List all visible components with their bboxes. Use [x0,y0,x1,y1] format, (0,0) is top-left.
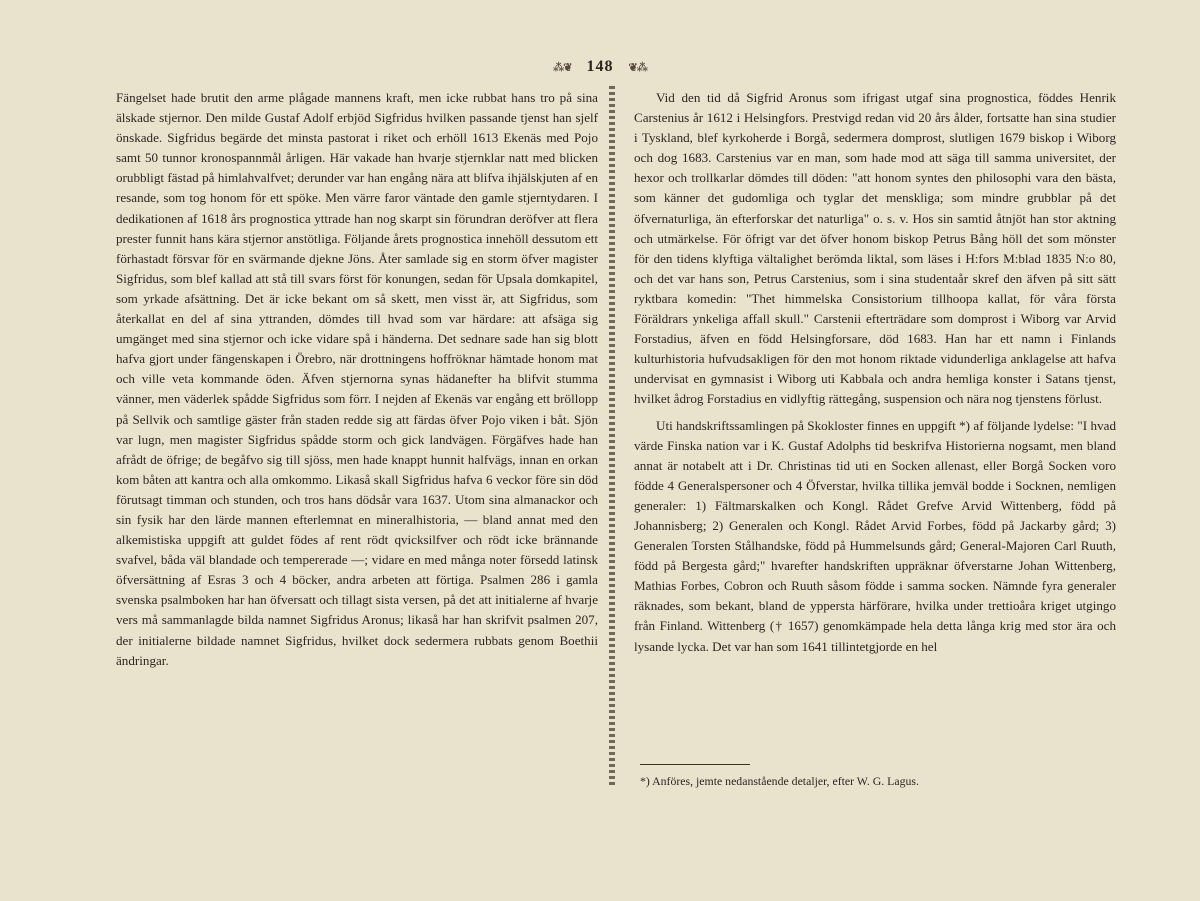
page-number: 148 [586,58,614,75]
column-divider [609,86,615,786]
right-column [634,88,1116,657]
ornament-right: ❦⁂ [628,62,647,74]
footnote: *) Anföres, jemte nedanstående detaljer, efter W. G. Lagus. [640,774,919,788]
left-column [116,88,598,671]
page-header [0,58,1200,76]
paragraph: Vid den tid då Sigfrid Aronus som ifrigast utgaf sina prognostica, föddes Henrik Carstenius år 1612 i Helsingfors. Prestvigd redan vid 20 års ålder, fortsatte han sina studier i Tyskland, blef kyrkoherde i Borgå, sedermera domprost, slutligen 1679 biskop i Wiborg och dog 1683. Carstenius var en man, som hade mod att säga till samma universitet, der hexor och trollkarlar dömdes till döden: "att honom syntes den philosophi vara den bästa, som känner det gudomliga och tyglar det menskliga; som mindre grubblar på det öfvernaturliga, än efterforskar det naturliga" o. s. v. Hos sin samtid åtnjöt han stor aktning och utmärkelse. För öfrigt var det öfver honom biskop Petrus Bång höll det som mönster för den tidens klyftiga vältalighet berömda liktal, som läses i H:fors M:blad 1835 N:o 80, och det var hans son, Petrus Carstenius, som i sina studentaår skref den äfven på sitt sätt ryktbara komedin: "Thet himmelska Consistorium tillhoopa kallat, för våra första Föräldrars ynkeliga affall skull." Carstenii efterträdare som domprost i Wiborg var Arvid Forstadius, äfven en född Helsingforsare, död 1683. Han har ett namn i Finlands kulturhistoria hufvudsakligen för den mot honom riktade vidunderliga anklagelse att hafva undervisat en gymnasist i Wiborg uti Kabbala och andra hemliga konster i Satans tjenst, hvilket ådrog Forstadius en vidlyftig rättegång, suspension och nära nog tjenstens förlust. [634,90,1116,407]
footnote-rule [640,764,750,765]
paragraph: Fängelset hade brutit den arme plågade mannens kraft, men icke rubbat hans tro på sina älskade stjernor. Den milde Gustaf Adolf erbjöd Sigfridus hvilken passande tjenst han sjelf önskade. Sigfridus begärde det minsta pastorat i riket och erhöll 1613 Ekenäs med Pojo samt 50 tunnor kronospannmål årligen. Här vakade han hvarje stjernklar natt med blicken orubbligt fästad på himlahvalfvet; derunder var han engång nära att blifva ihjälskjuten af en resande, som tog honom för ett spöke. Men värre faror väntade den gamle stjerntydaren. I dedikationen af 1618 års prognostica yttrade han nog skarpt sin förundran deröfver att flera prester funnit hans kära stjernor anstötliga. Följande årets prognostica innehöll dessutom ett förhastadt försvar för en svärmande djekne Jöns. Åter samlade sig en storm öfver magister Sigfridus, som blef kallad att stå till svars först för konungen, sedan för Upsala domkapitel, som yrkade afsättning. Det är icke bekant om så skett, men visst är, att Sigfridus, som återkallat en del af sina yttranden, dömdes till hvad som var härdare: att afsäga sig umgänget med sina stjernor och icke vidare spå i händerna. Det sednare sade han sig blott hafva gjort under fängenskapen i Örebro, när drottningens hoffröknar hämtade honom mat och ville veta kommande öden. Äfven stjernorna synas hädanefter ha blifvit stumma vänner, men väderlek spådde Sigfridus som förr. I nejden af Ekenäs var engång ett bröllopp på Sellvik och samtlige gäster från staden redde sig att färdas öfver Pojo viken i båt. Sjön var lugn, men magister Sigfridus spådde storm och gick landvägen. Förgäfves hade han afrådt de öfrige; de begåfvo sig till sjöss, men hade knappt hunnit halfvägs, innan en orkan kom båten att kantra och alla omkommo. Likaså skall Sigfridus hafva 6 veckor före sin död förutsagt timman och stunden, och tros hans dödsår vara 1637. Utom sina almanackor och sin fysik har den lärde mannen efterlemnat en mineralhistoria, — bland annat med den alkemistiska uppgift att guldet födes af rent rödt qvicksilfver och rödt icke brännande svafvel, båda väl blandade och tempererade —; vidare en med många noter försedd latinsk öfversättning af Esras 3 och 4 böcker, andra arbeten att förtiga. Psalmen 286 i gamla svenska psalmboken har han öfversatt och tillagt sista versen, på det att initialerne af hvarje vers må sammanlagde bilda namnet Sigfridus Aronus; likaså har han skrifvit psalmen 207, der initialerne bildade namnet Sigfridus, hvilket dock sedermera rubbats genom Boethii ändringar. [116,90,598,668]
ornament-left: ⁂❦ [553,62,572,74]
paragraph: Uti handskriftssamlingen på Skokloster finnes en uppgift *) af följande lydelse: "I hvad värde Finska nation var i K. Gustaf Adolphs tid beskrifva Historierna nogsamt, men bland annat är notabelt att i Dr. Christinas tid uti en Socken allenast, eller Borgå Socken voro födde 4 Generalspersoner och 4 Öfverstar, hvilka tillika jemväl bodde i Socknen, nemligen generaler: 1) Fältmarskalken och Kongl. Rådet Grefve Arvid Wittenberg, född på Johannisberg; 2) Generalen och Kongl. Rådet Arvid Forbes, född på Jackarby gård; 3) Generalen Torsten Stålhandske, född på Hummelsunds gård; General-Majoren Carl Ruuth, född på Bergesta gård;" hvarefter handskriften uppräknar öfverstarne Johan Wittenberg, Mathias Forbes, Cobron och Ruuth såsom födde i samma socken. Nämnde fyra generaler räknades, som bekant, bland de yppersta härförare, hvilka under trettioåra kriget utgingo från Finland. Wittenberg († 1657) genomkämpade hela detta långa krig med stor ära och lysande lycka. Det var han som 1641 tillintetgjorde en hel [634,417,1116,654]
